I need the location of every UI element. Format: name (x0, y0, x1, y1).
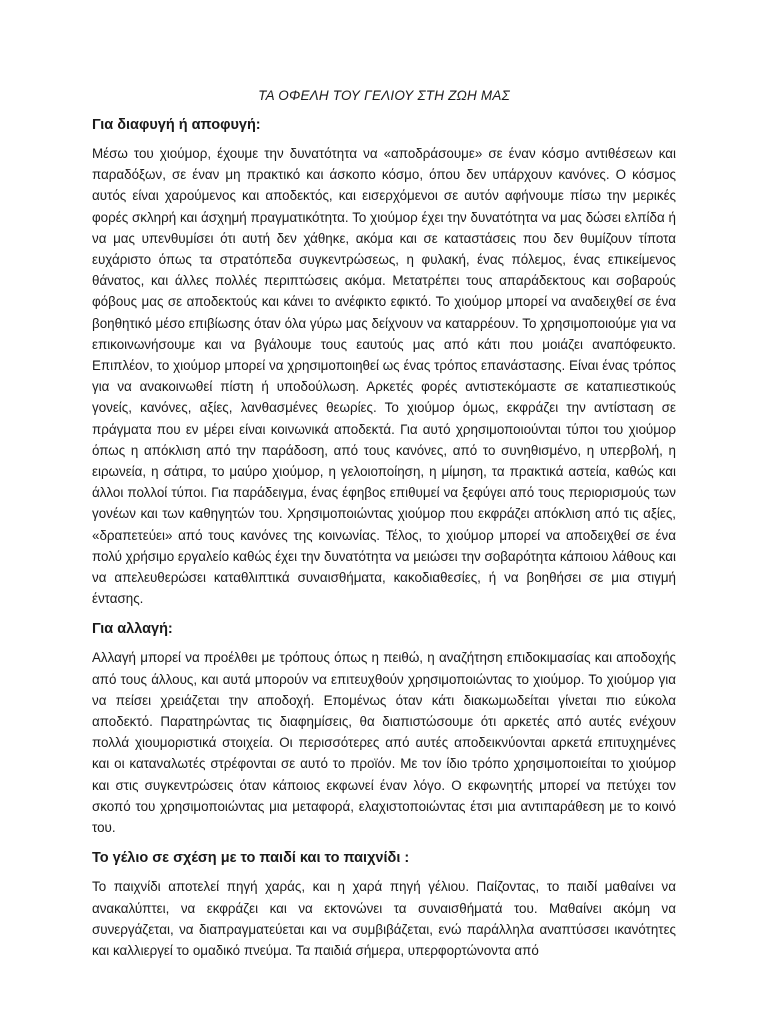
section-body-escape: Μέσω του χιούμορ, έχουμε την δυνατότητα να «αποδράσουμε» σε έναν κόσμο αντιθέσεων και παραδόξων, σε έναν μη πρακτικό και άσκοπο κόσμο, όπου δεν υπάρχουν κανόνες. Ο κόσμος αυτός είναι χαρούμενος και αποδεκτός, και εισερχόμενοι σε αυτόν αφήνουμε πίσω την μερικές φορές σκληρή και άσχημή πραγματικότητα. Το χιούμορ έχει την δυνατότητα να μας δώσει ελπίδα ή να μας υπενθυμίσει ότι αυτή δεν χάθηκε, ακόμα και σε καταστάσεις που δεν θυμίζουν τίποτα ευχάριστο όπως τα στρατόπεδα συγκεντρώσεως, η φυλακή, ένας πόλεμος, ένας επικείμενος θάνατος, και άλλες πολλές περιπτώσεις ακόμα. Μετατρέπει τους απαράδεκτους και σοβαρούς φόβους μας σε αποδεκτούς και κάνει το ανέφικτο εφικτό. Το χιούμορ μπορεί να αναδειχθεί σε ένα βοηθητικό μέσο επιβίωσης όταν όλα γύρω μας δείχνουν να καταρρέουν. Το χρησιμοποιούμε για να επικοινωνήσουμε και να βγάλουμε τους εαυτούς μας από κάτι που μοιάζει αναπόφευκτο. Επιπλέον, το χιούμορ μπορεί να χρησιμοποιηθεί ως ένας τρόπος επανάστασης. Είναι ένας τρόπος για να ανακοινωθεί πίστη ή υποδούλωση. Αρκετές φορές αντιστεκόμαστε σε καταπιεστικούς γονείς, κανόνες, αξίες, λανθασμένες θεωρίες. Το χιούμορ όμως, εκφράζει την αντίσταση σε πράγματα που εν μέρει είναι κοινωνικά αποδεκτά. Για αυτό χρησιμοποιούνται τύποι του χιούμορ όπως η απόκλιση από την παράδοση, από τους κανόνες, από το συνηθισμένο, η υπερβολή, η ειρωνεία, η σάτιρα, το μαύρο χιούμορ, η γελοιοποίηση, η μίμηση, τα πρακτικά αστεία, καθώς και άλλοι πολλοί τύποι. Για παράδειγμα, ένας έφηβος επιθυμεί να ξεφύγει από τους περιορισμούς των γονέων και των καθηγητών του. Χρησιμοποιώντας χιούμορ που εκφράζει απόκλιση από τις αξίες, «δραπετεύει» από τους κανόνες της κοινωνίας. Τέλος, το χιούμορ μπορεί να αποδειχθεί σε ένα πολύ χρήσιμο εργαλείο καθώς έχει την δυνατότητα να μειώσει την σοβαρότητα κάποιου λάθους και να απελευθερώσει καταθλιπτικά συναισθήματα, κακοδιαθεσίες, ή να βοηθήσει σε μια στιγμή έντασης. (92, 146, 676, 607)
section-body-child-play: Το παιχνίδι αποτελεί πηγή χαράς, και η χαρά πηγή γέλιου. Παίζοντας, το παιδί μαθαίνει να ανακαλύπτει, να εκφράζει και να εκτονώνει τα συναισθήματά του. Μαθαίνει ακόμη να συνεργάζεται, να διαπραγματεύεται και να συμβιβάζεται, ενώ παράλληλα αναπτύσσει ικανότητες και καλλιεργεί το ομαδικό πνεύμα. Τα παιδιά σήμερα, υπερφορτώνοντα από (92, 879, 676, 958)
document-page (92, 88, 676, 973)
section-heading-child-play: Το γέλιο σε σχέση με το παιδί και το παιχνίδι : (92, 850, 410, 867)
section-body-change: Αλλαγή μπορεί να προέλθει με τρόπους όπως η πειθώ, η αναζήτηση επιδοκιμασίας και αποδοχής από τους άλλους, και αυτά μπορούν να επιτευχθούν χρησιμοποιώντας το χιούμορ. Το χιούμορ για να πείσει χρειάζεται την αποδοχή. Επομένως όταν κάτι διακωμωδείται γίνεται πιο εύκολα αποδεκτό. Παρατηρώντας τις διαφημίσεις, θα διαπιστώσουμε ότι αρκετές από αυτές ενέχουν πολλά χιουμοριστικά στοιχεία. Οι περισσότερες από αυτές αποδεικνύονται αρκετά επιτυχημένες και οι καταναλωτές στρέφονται σε αυτό το προϊόν. Με τον ίδιο τρόπο χρησιμοποιείται το χιούμορ και στις συγκεντρώσεις όταν κάποιος εκφωνεί έναν λόγο. Ο εκφωνητής μπορεί να πετύχει τον σκοπό του χρησιμοποιώντας μια μεταφορά, ελαχιστοποιώντας έτσι μια αντιπαράθεση με το κοινό του. (92, 650, 676, 836)
section-heading-escape: Για διαφυγή ή αποφυγή: (92, 117, 261, 133)
page-title: ΤΑ ΟΦΕΛΗ ΤΟΥ ΓΕΛΙΟΥ ΣΤΗ ΖΩΗ ΜΑΣ (258, 88, 510, 103)
section-heading-change: Για αλλαγή: (92, 621, 173, 638)
